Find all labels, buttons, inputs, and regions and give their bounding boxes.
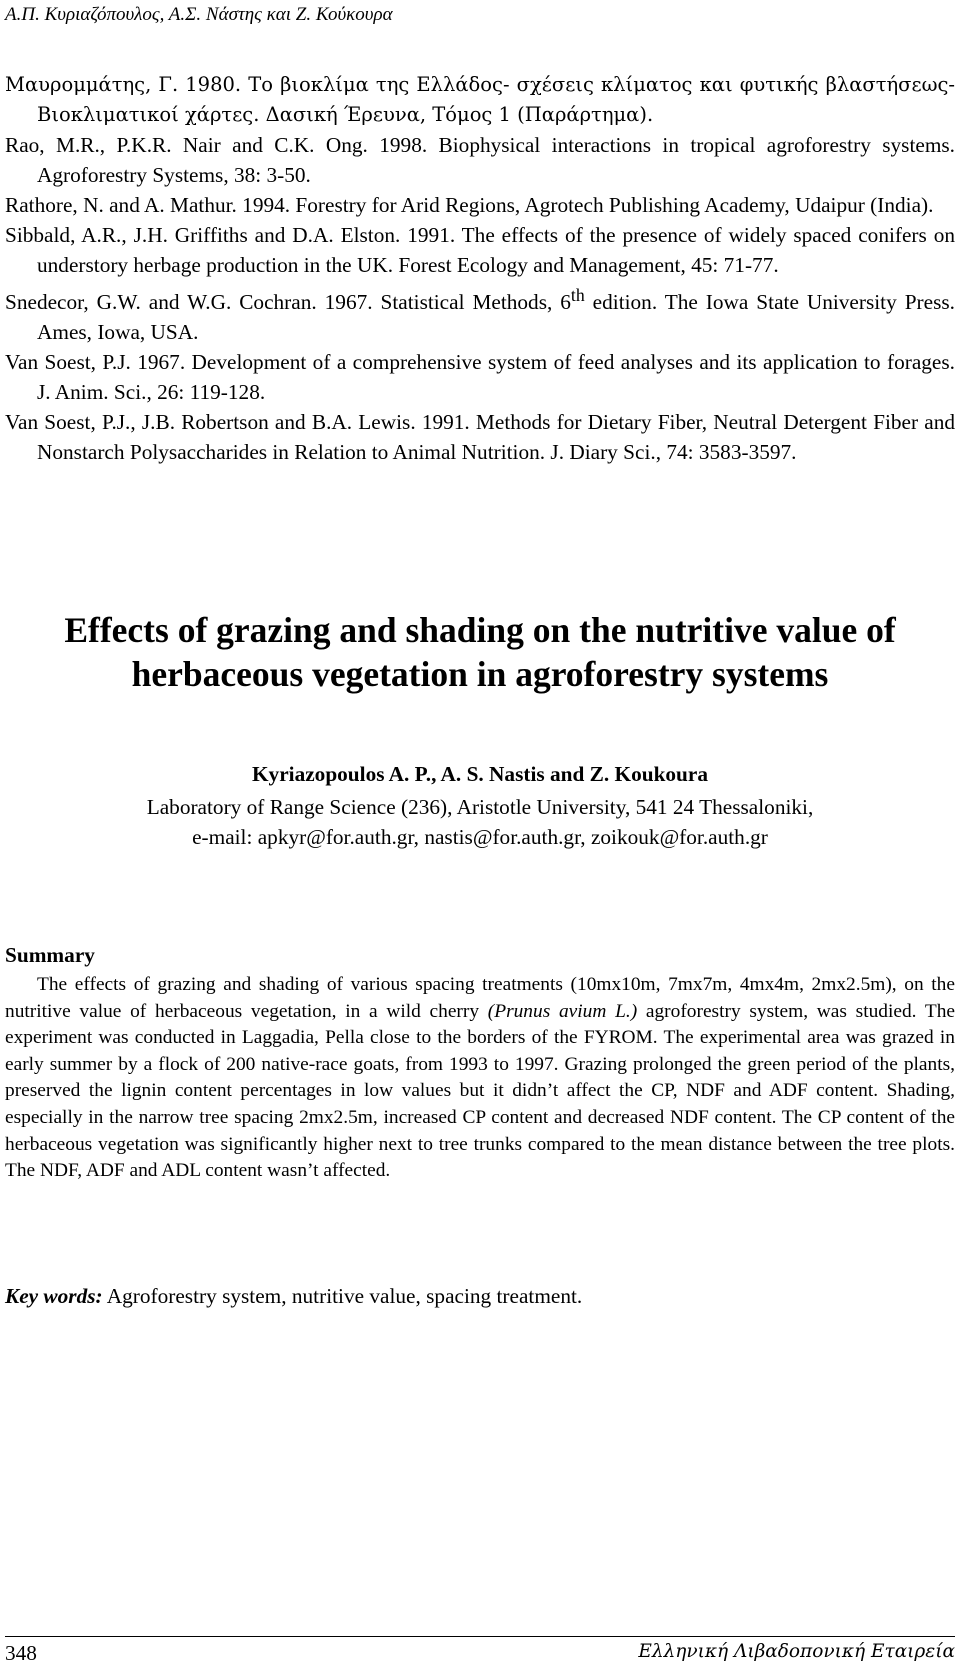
reference-item: Rathore, N. and A. Mathur. 1994. Forestry for Arid Regions, Agrotech Publishing Academy, Udaipur (India).	[5, 193, 934, 217]
affiliation-block	[0, 792, 960, 852]
summary-text: The effects of grazing and shading of various spacing treatments (10mx10m, 7mx7m, 4mx4m, 2mx2.5m), on the nutritive value of herbaceous vegetation, in a wild cherry	[5, 974, 955, 1022]
footer-divider	[5, 1636, 955, 1637]
summary-heading: Summary	[5, 943, 95, 967]
paper-title-line: herbaceous vegetation in agroforestry systems	[131, 654, 829, 694]
species-name: (Prunus avium	[487, 1000, 607, 1022]
reference-item: Μαυρομμάτης, Γ. 1980. Το βιοκλίμα της Ελλάδος- σχέσεις κλίματος και φυτικής βλαστήσεως- Βιοκλιματικοί χάρτες. Δασική Έρευνα, Τόμος 1 (Παράρτημα).	[5, 73, 955, 126]
authors: Kyriazopoulos A. P., A. S. Nastis and Z. Koukoura	[251, 762, 709, 786]
superscript-ordinal: th	[570, 285, 585, 305]
summary-paragraph	[5, 972, 955, 1185]
reference-item: Rao, M.R., P.K.R. Nair and C.K. Ong. 1998. Biophysical interactions in tropical agroforestry systems. Agroforestry Systems, 38: 3-50.	[5, 133, 955, 187]
running-header: Α.Π. Κυριαζόπουλος, Α.Σ. Νάστης και Ζ. Κούκουρα	[5, 4, 393, 25]
reference-item	[5, 280, 955, 347]
footer-society: Ελληνική Λιβαδοπονική Εταιρεία	[638, 1641, 955, 1662]
species-authority: L.)	[606, 1000, 638, 1022]
reference-item: Sibbald, A.R., J.H. Griffiths and D.A. Elston. 1991. The effects of the presence of widely spaced conifers on understory herbage production in the UK. Forest Ecology and Management, 45: 71-77.	[5, 223, 955, 277]
reference-item: Van Soest, P.J., J.B. Robertson and B.A. Lewis. 1991. Methods for Dietary Fiber, Neutral Detergent Fiber and Nonstarch Polysaccharides in Relation to Animal Nutrition. J. Diary Sci., 74: 3583-3597.	[5, 410, 955, 465]
page-number: 348	[5, 1641, 37, 1665]
email-line: e-mail: apkyr@for.auth.gr, nastis@for.auth.gr, zoikouk@for.auth.gr	[192, 825, 768, 849]
summary-text: agroforestry system, was studied. The experiment was conducted in Laggadia, Pella close to the borders of the FYROM. The experimental area was grazed in early summer by a flock of 200 native-race goats, from 1993 to 1997. Grazing prolonged the green period of the plants, preserved the lignin content percentages in low values but it didn’t affect the CP, NDF and ADF content. Shading, especially in the narrow tree spacing 2mx2.5m, increased CP content and decreased NDF content. The CP content of the herbaceous vegetation was significantly higher next to tree trunks compared to the mean distance between the tree plots. The NDF, ADF and ADL content wasn’t affected.	[5, 1000, 956, 1182]
keywords-label: Key words:	[5, 1284, 103, 1308]
reference-text: Snedecor, G.W. and W.G. Cochran. 1967. Statistical Methods, 6	[5, 290, 571, 315]
reference-list	[5, 70, 955, 467]
affiliation: Laboratory of Range Science (236), Aristotle University, 541 24 Thessaloniki,	[146, 795, 814, 819]
keywords-text: Agroforestry system, nutritive value, spacing treatment.	[102, 1284, 583, 1308]
reference-item: Van Soest, P.J. 1967. Development of a comprehensive system of feed analyses and its application to forages. J. Anim. Sci., 26: 119-128.	[5, 350, 955, 405]
paper-title-line: Effects of grazing and shading on the nutritive value of	[64, 610, 896, 650]
paper-title	[0, 608, 960, 696]
keywords	[5, 1282, 955, 1310]
reference-text: edition. The Iowa State University Press. Ames, Iowa, USA.	[37, 290, 955, 345]
